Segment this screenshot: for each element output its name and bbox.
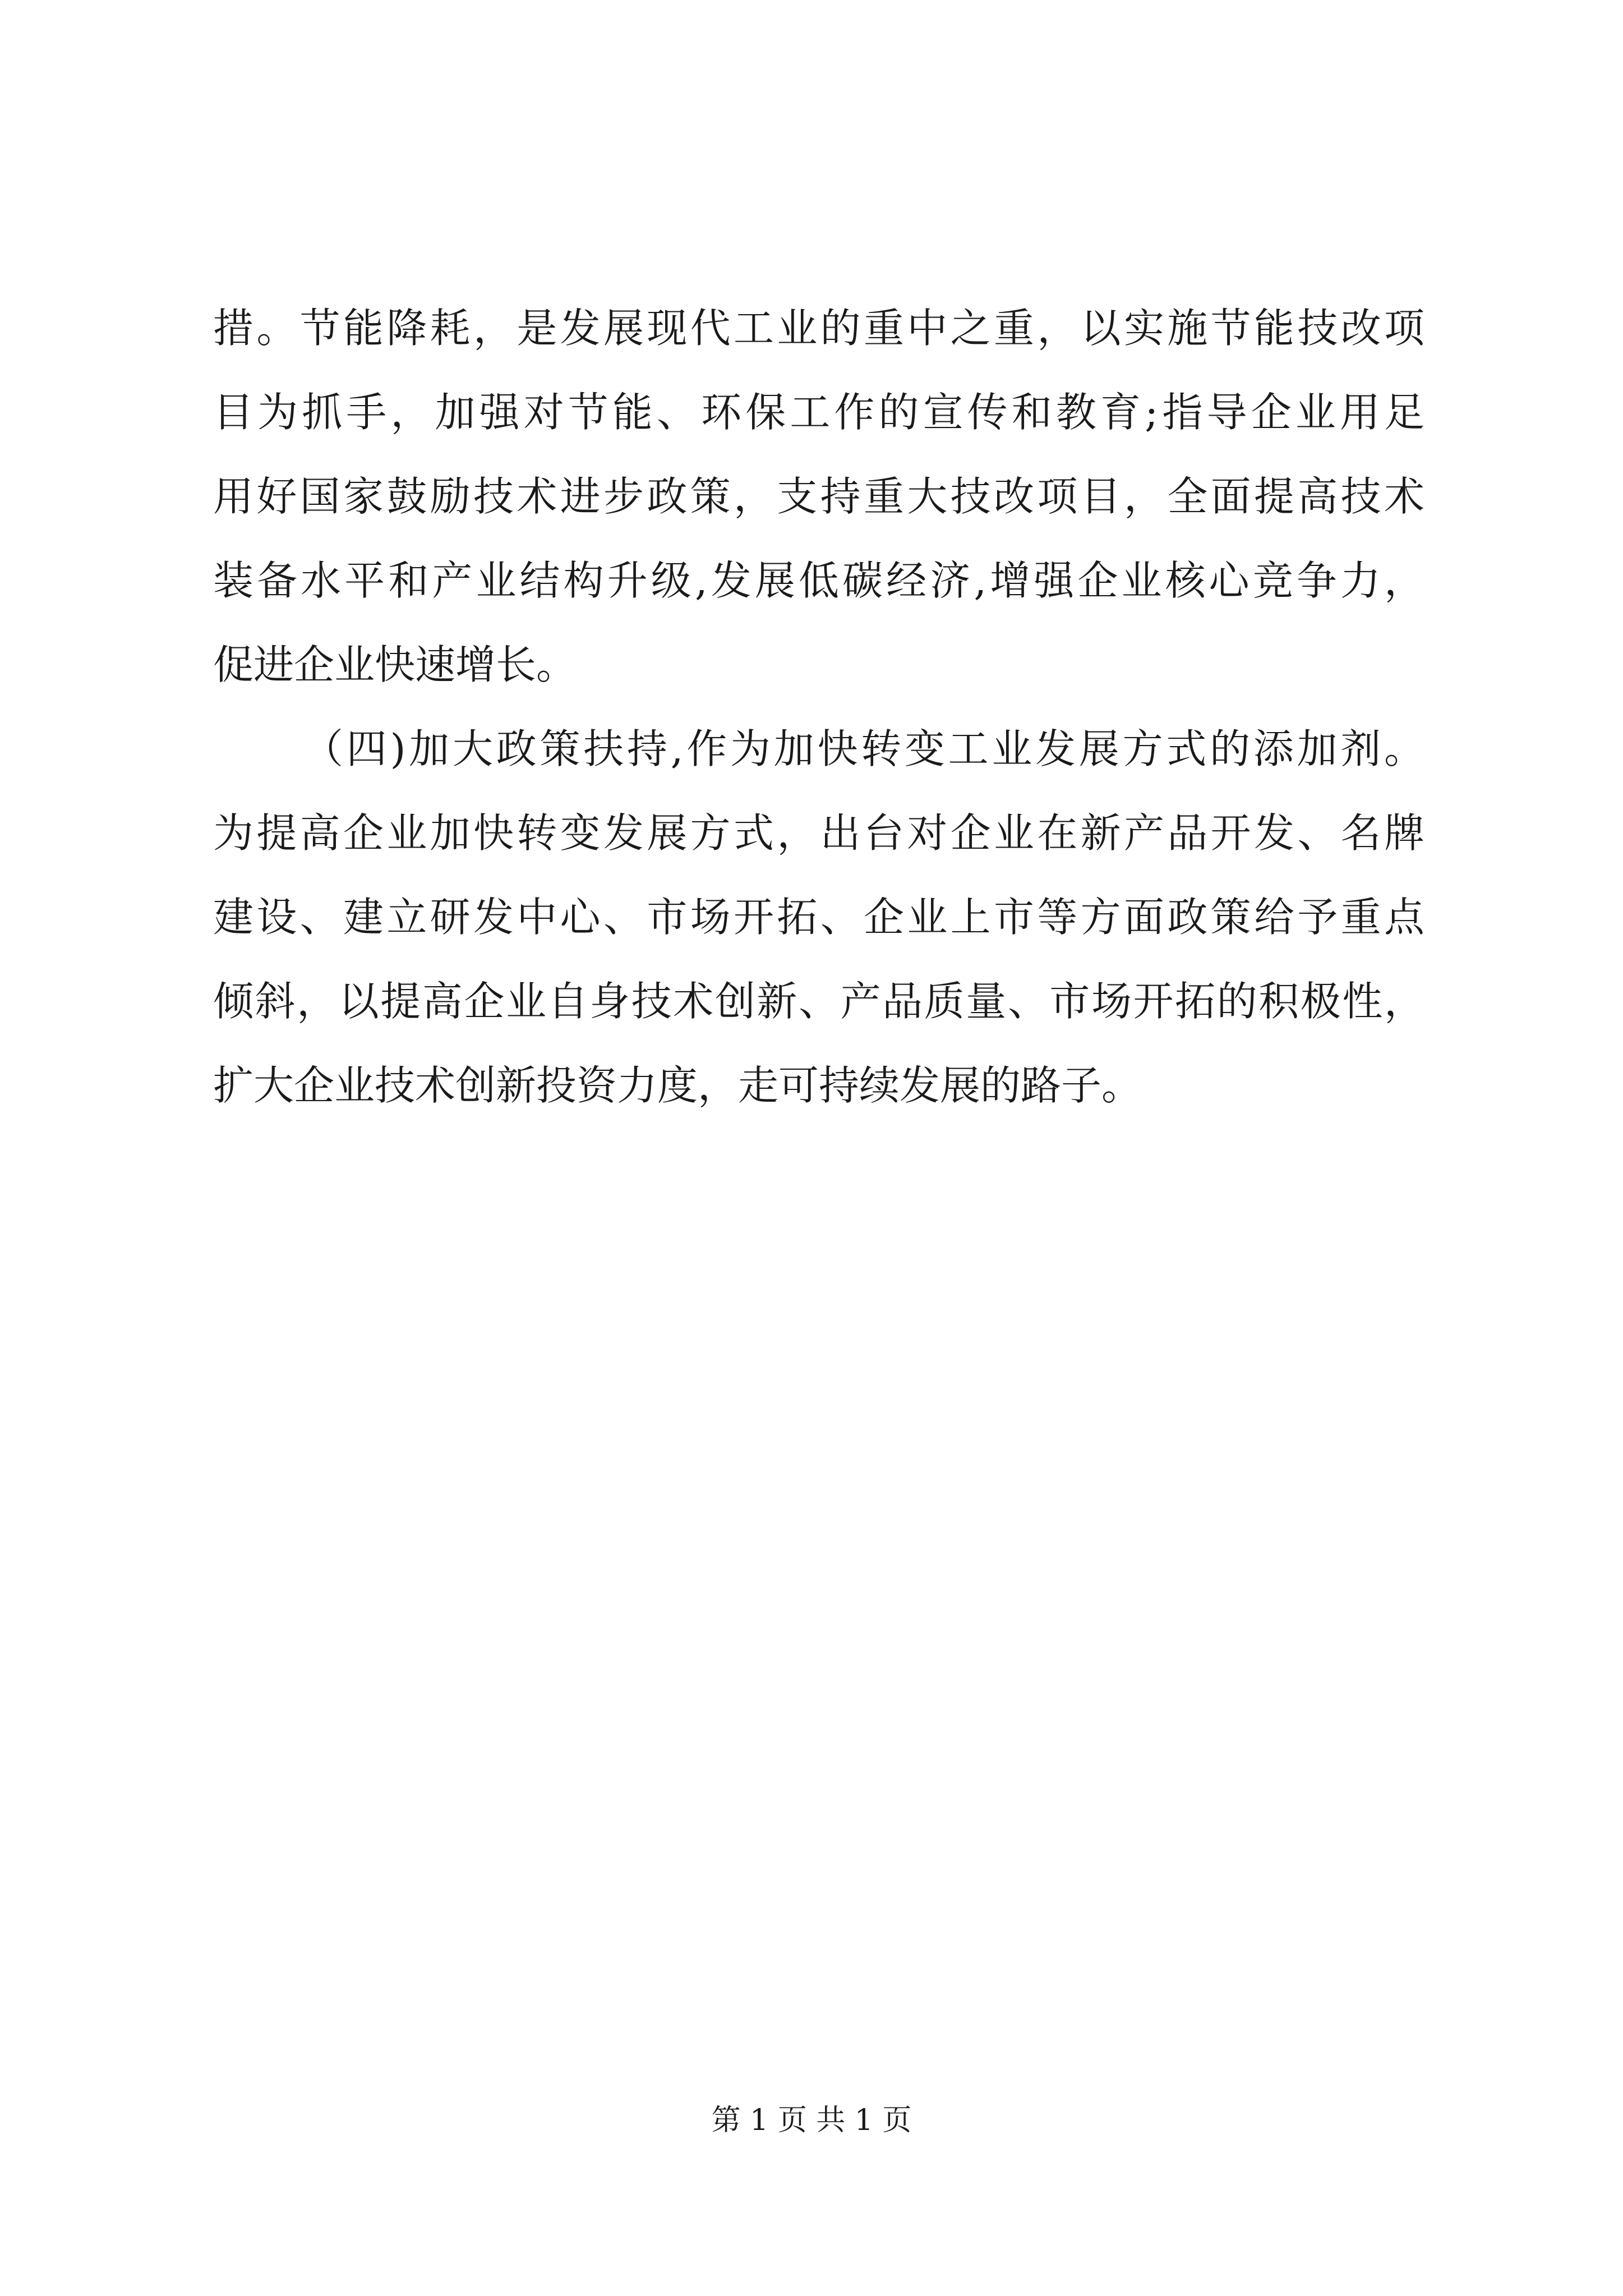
paragraph-line: 扩大企业技术创新投资力度，走可持续发展的路子。 bbox=[213, 1062, 1142, 1109]
paragraph-line: 为提高企业加快转变发展方式，出台对企业在新产品开发、名牌 bbox=[213, 809, 1424, 857]
paragraph-line: 目为抓手，加强对节能、环保工作的宣传和教育;指导企业用足 bbox=[213, 389, 1424, 436]
paragraph-line: 倾斜，以提高企业自身技术创新、产品质量、市场开拓的积极性， bbox=[213, 978, 1424, 1025]
paragraph-line: 促进企业快速增长。 bbox=[213, 641, 577, 688]
paragraph-line: 措。节能降耗，是发展现代工业的重中之重，以实施节能技改项 bbox=[213, 305, 1424, 352]
paragraph-line: 建设、建立研发中心、市场开拓、企业上市等方面政策给予重点 bbox=[213, 894, 1424, 941]
paragraph-heading-line: （四)加大政策扶持,作为加快转变工业发展方式的添加剂。 bbox=[303, 725, 1424, 772]
page-number-footer: 第 1 页 共 1 页 bbox=[711, 2104, 912, 2137]
paragraph-line: 装备水平和产业结构升级,发展低碳经济,增强企业核心竞争力， bbox=[213, 557, 1424, 604]
paragraph-line: 用好国家鼓励技术进步政策，支持重大技改项目，全面提高技术 bbox=[213, 473, 1424, 520]
